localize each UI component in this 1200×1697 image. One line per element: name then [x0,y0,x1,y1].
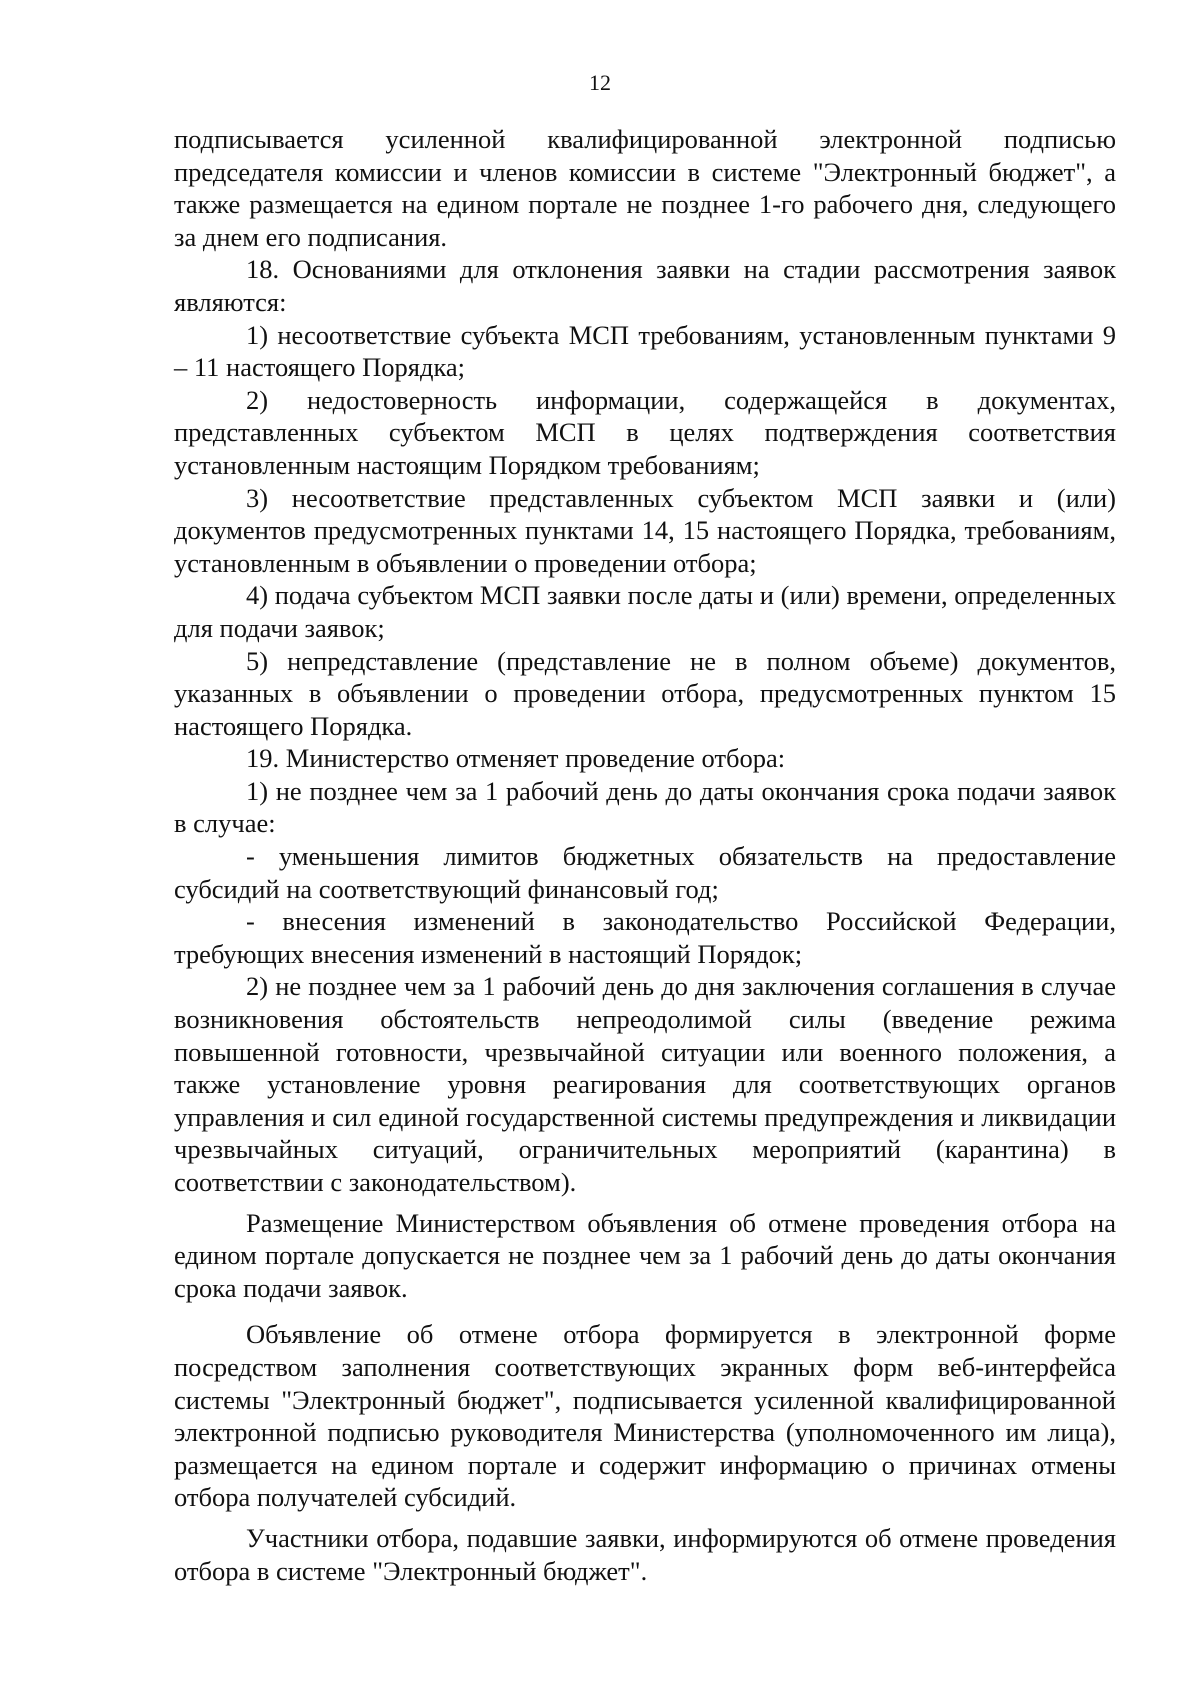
document-body [174,123,1116,1587]
paragraph-19-2: 2) не позднее чем за 1 рабочий день до дня заключения соглашения в случае возникновения обстоятельств непреодолимой силы (введение режима повышенной готовности, чрезвычайной ситуации или военного положения, а также установление уровня реагирования для соответствующих органов управления и сил единой государственной системы предупреждения и ликвидации чрезвычайных ситуаций, ограничительных мероприятий (карантина) в соответствии с законодательством). [174,971,1116,1197]
paragraph-item-19: 19. Министерство отменяет проведение отбора: [246,743,786,774]
paragraph-participants: Участники отбора, подавшие заявки, информируются об отмене проведения отбора в системе "Электронный бюджет". [174,1522,1116,1586]
paragraph-18-5: 5) непредставление (представление не в полном объеме) документов, указанных в объявлении о проведении отбора, предусмотренных пунктом 15 настоящего Порядка. [174,645,1116,741]
page-number: 12 [589,70,611,95]
paragraph-announcement: Объявление об отмене отбора формируется в электронной форме посредством заполнения соответствующих экранных форм веб-интерфейса системы "Электронный бюджет", подписывается усиленной квалифицированной электронной подписью руководителя Министерства (уполномоченного им лица), размещается на едином портале и содержит информацию о причинах отмены отбора получателей субсидий. [174,1319,1116,1513]
paragraph-18-2: 2) недостоверность информации, содержащейся в документах, представленных субъектом МСП в целях подтверждения соответствия установленным настоящим Порядком требованиям; [174,384,1116,480]
paragraph-18-4: 4) подача субъектом МСП заявки после даты и (или) времени, определенных для подачи заявок; [174,580,1116,643]
paragraph-19-1: 1) не позднее чем за 1 рабочий день до даты окончания срока подачи заявок в случае: [174,775,1116,839]
paragraph-18-1: 1) несоответствие субъекта МСП требованиям, установленным пунктами 9 – 11 настоящего Порядка; [174,319,1116,383]
paragraph-item-18: 18. Основаниями для отклонения заявки на стадии рассмотрения заявок являются: [174,254,1116,317]
paragraph-18-3: 3) несоответствие представленных субъектом МСП заявки и (или) документов предусмотренных пунктами 14, 15 настоящего Порядка, требованиям, установленным в объявлении о проведении отбора; [174,482,1116,578]
paragraph-placement: Размещение Министерством объявления об отмене проведения отбора на едином портале допускается не позднее чем за 1 рабочий день до даты окончания срока подачи заявок. [174,1207,1116,1303]
paragraph-continuation: подписывается усиленной квалифицированной электронной подписью председателя комиссии и членов комиссии в системе "Электронный бюджет", а также размещается на едином портале не позднее 1-го рабочего дня, следующего за днем его подписания. [174,124,1116,252]
paragraph-19-1-dash-1: - уменьшения лимитов бюджетных обязательств на предоставление субсидий на соответствующий финансовый год; [174,841,1116,904]
paragraph-19-1-dash-2: - внесения изменений в законодательство Российской Федерации, требующих внесения изменений в настоящий Порядок; [174,906,1116,969]
